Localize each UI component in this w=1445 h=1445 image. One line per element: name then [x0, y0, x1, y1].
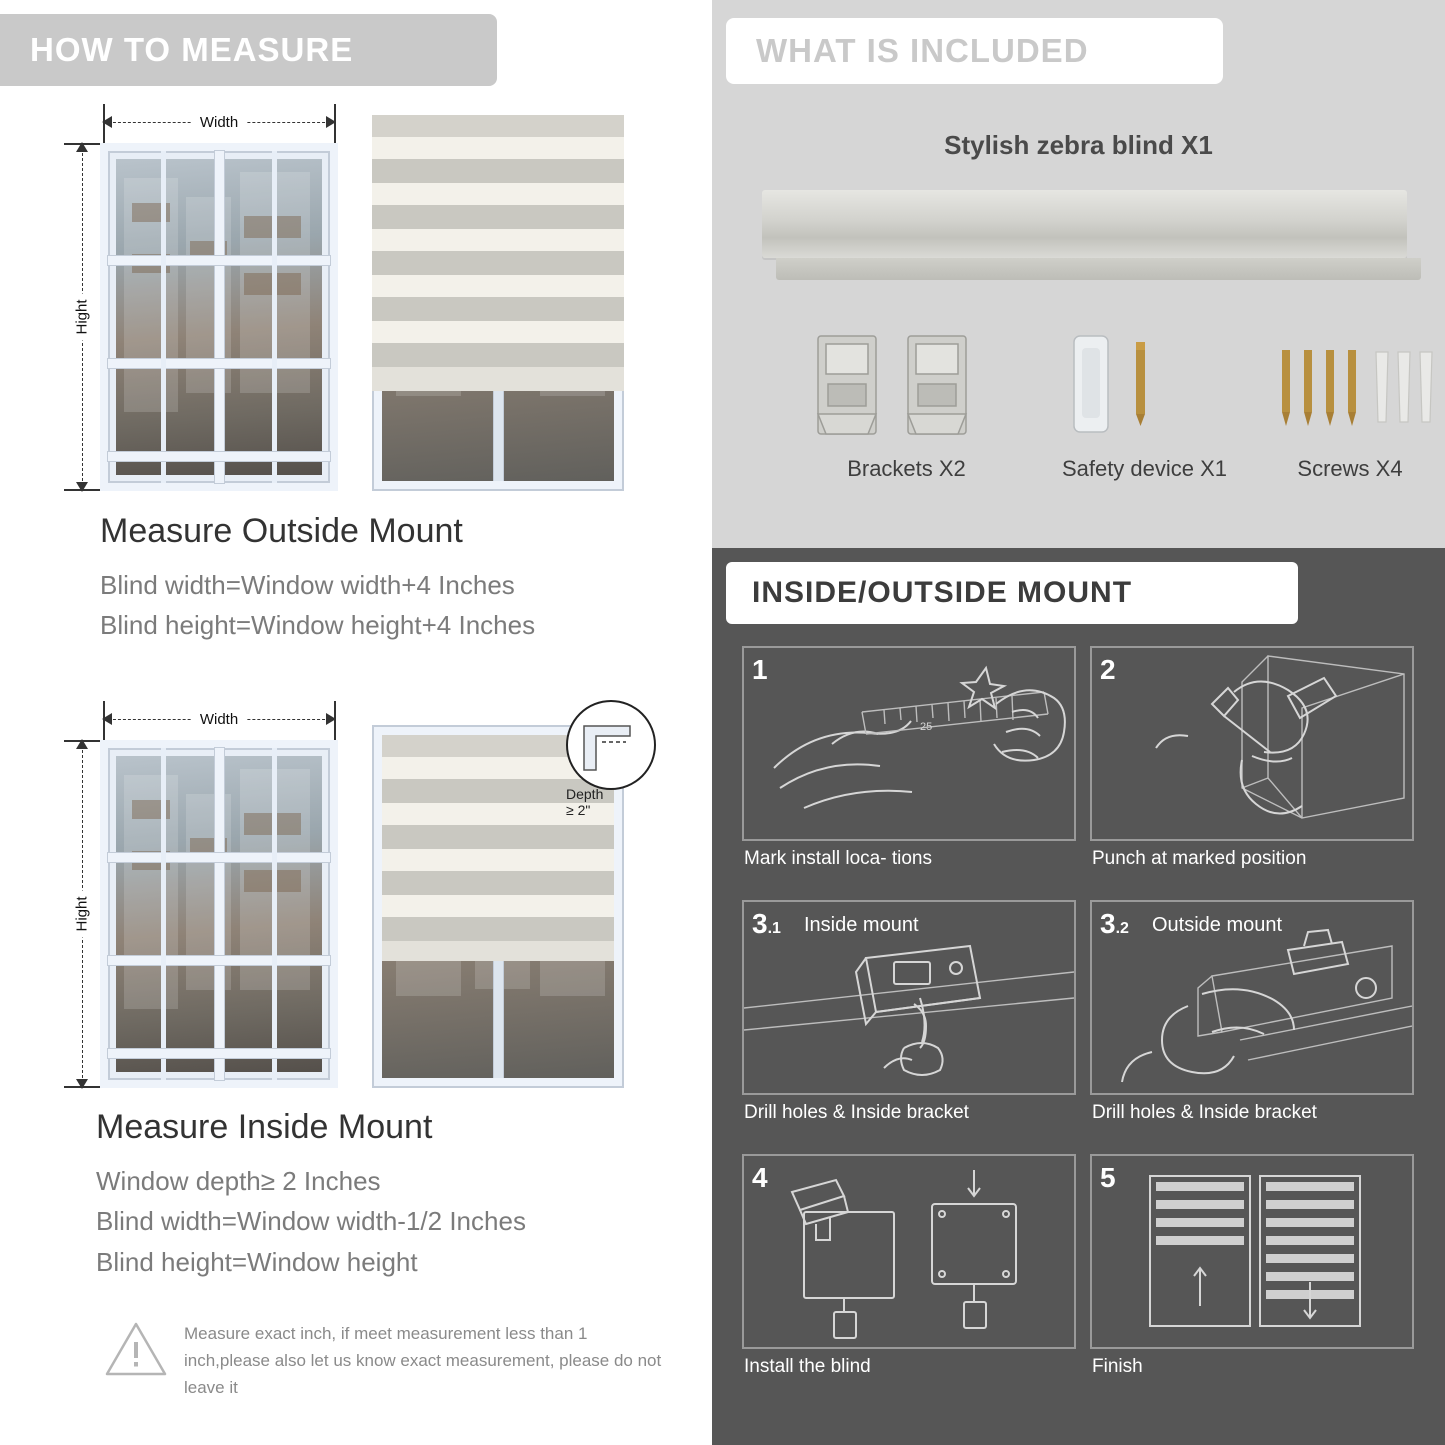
step-3-2	[1090, 900, 1414, 1123]
svg-text:25: 25	[920, 721, 933, 733]
step-3-1-caption: Drill holes & Inside bracket	[744, 1102, 969, 1123]
safety-device-part	[1032, 330, 1257, 481]
step-2	[1090, 646, 1414, 869]
depth-callout-circle	[556, 690, 666, 800]
what-is-included-banner	[726, 18, 1223, 84]
inside-mount-line-3: Blind height=Window height	[96, 1246, 418, 1277]
step-2-caption: Punch at marked position	[1092, 848, 1307, 869]
outside-height-label: Hight	[74, 293, 91, 340]
screws-label: Screws X4	[1297, 456, 1403, 481]
measure-note-text: Measure exact inch, if meet measurement less than 1 inch,please also let us know exact measurement, please do not leave it	[184, 1324, 662, 1398]
step-5-illustration	[1092, 1156, 1412, 1347]
outside-mount-title: Measure Outside Mount	[100, 512, 463, 550]
window-illustration	[100, 143, 338, 491]
inside-height-label: Hight	[74, 890, 91, 937]
inside-outside-mount-panel	[712, 548, 1445, 1445]
inside-mount-line-1: Window depth≥ 2 Inches	[96, 1166, 381, 1196]
how-to-measure-panel	[0, 0, 712, 1445]
zebra-blind-headrail	[762, 190, 1407, 258]
zebra-shade	[372, 115, 624, 391]
inside-mount-title: Measure Inside Mount	[96, 1108, 433, 1146]
right-column	[712, 0, 1445, 1445]
what-is-included-panel	[712, 0, 1445, 548]
window-illustration	[100, 740, 338, 1088]
step-1-caption: Mark install loca- tions	[744, 848, 932, 869]
step-5-caption: Finish	[1092, 1356, 1143, 1377]
safety-device-label: Safety device X1	[1061, 456, 1228, 481]
inside-outside-mount-banner	[726, 562, 1298, 624]
step-3-2-title: Outside mount	[1152, 914, 1283, 936]
brackets-part	[784, 330, 1029, 481]
warning-icon	[104, 1320, 168, 1378]
step-3-1-number: 3.1	[752, 908, 781, 939]
inside-width-label: Width	[192, 711, 246, 728]
step-4-number: 4	[752, 1162, 768, 1193]
what-is-included-title: WHAT IS INCLUDED	[756, 32, 1089, 69]
depth-label: Depth ≥ 2"	[566, 786, 604, 818]
tick	[334, 701, 336, 743]
outside-height-dimension	[70, 143, 94, 491]
step-1	[742, 646, 1076, 869]
step-3-2-caption: Drill holes & Inside bracket	[1092, 1102, 1317, 1123]
inside-width-dimension	[103, 707, 335, 731]
step-1-illustration	[744, 648, 1074, 839]
screws-part	[1260, 330, 1440, 481]
tick	[103, 701, 105, 743]
step-1-number: 1	[752, 654, 768, 685]
outside-mount-text	[100, 512, 700, 646]
step-4-caption: Install the blind	[744, 1356, 871, 1377]
how-to-measure-title: HOW TO MEASURE	[30, 31, 354, 68]
inside-mount-text	[96, 1108, 716, 1282]
outside-mount-line-2: Blind height=Window height+4 Inches	[100, 610, 536, 641]
outside-mount-line-1: Blind width=Window width+4 Inches	[100, 570, 515, 600]
inside-height-dimension	[70, 740, 94, 1088]
brackets-label: Brackets X2	[847, 456, 966, 481]
step-4-illustration	[744, 1156, 1074, 1347]
step-3-2-number: 3.2	[1100, 908, 1129, 939]
inside-outside-mount-title: INSIDE/OUTSIDE MOUNT	[752, 576, 1133, 609]
outside-width-dimension	[103, 110, 335, 134]
tick	[103, 104, 105, 146]
step-5	[1090, 1154, 1414, 1377]
screws-icon	[1260, 330, 1440, 440]
step-2-number: 2	[1100, 654, 1116, 685]
tick	[334, 104, 336, 146]
step-5-number: 5	[1100, 1162, 1116, 1193]
inside-mount-line-2: Blind width=Window width-1/2 Inches	[96, 1206, 526, 1237]
step-2-illustration	[1092, 648, 1412, 839]
outside-mount-blind-window	[372, 115, 624, 491]
outside-width-label: Width	[192, 114, 246, 131]
step-3-1	[742, 900, 1076, 1123]
step-4	[742, 1154, 1076, 1377]
measure-note	[104, 1320, 664, 1402]
bracket-icon	[784, 330, 1029, 440]
safety-device-icon	[1032, 330, 1257, 440]
how-to-measure-banner	[0, 14, 497, 86]
step-3-1-title: Inside mount	[804, 914, 919, 936]
included-product-title: Stylish zebra blind X1	[944, 130, 1213, 160]
